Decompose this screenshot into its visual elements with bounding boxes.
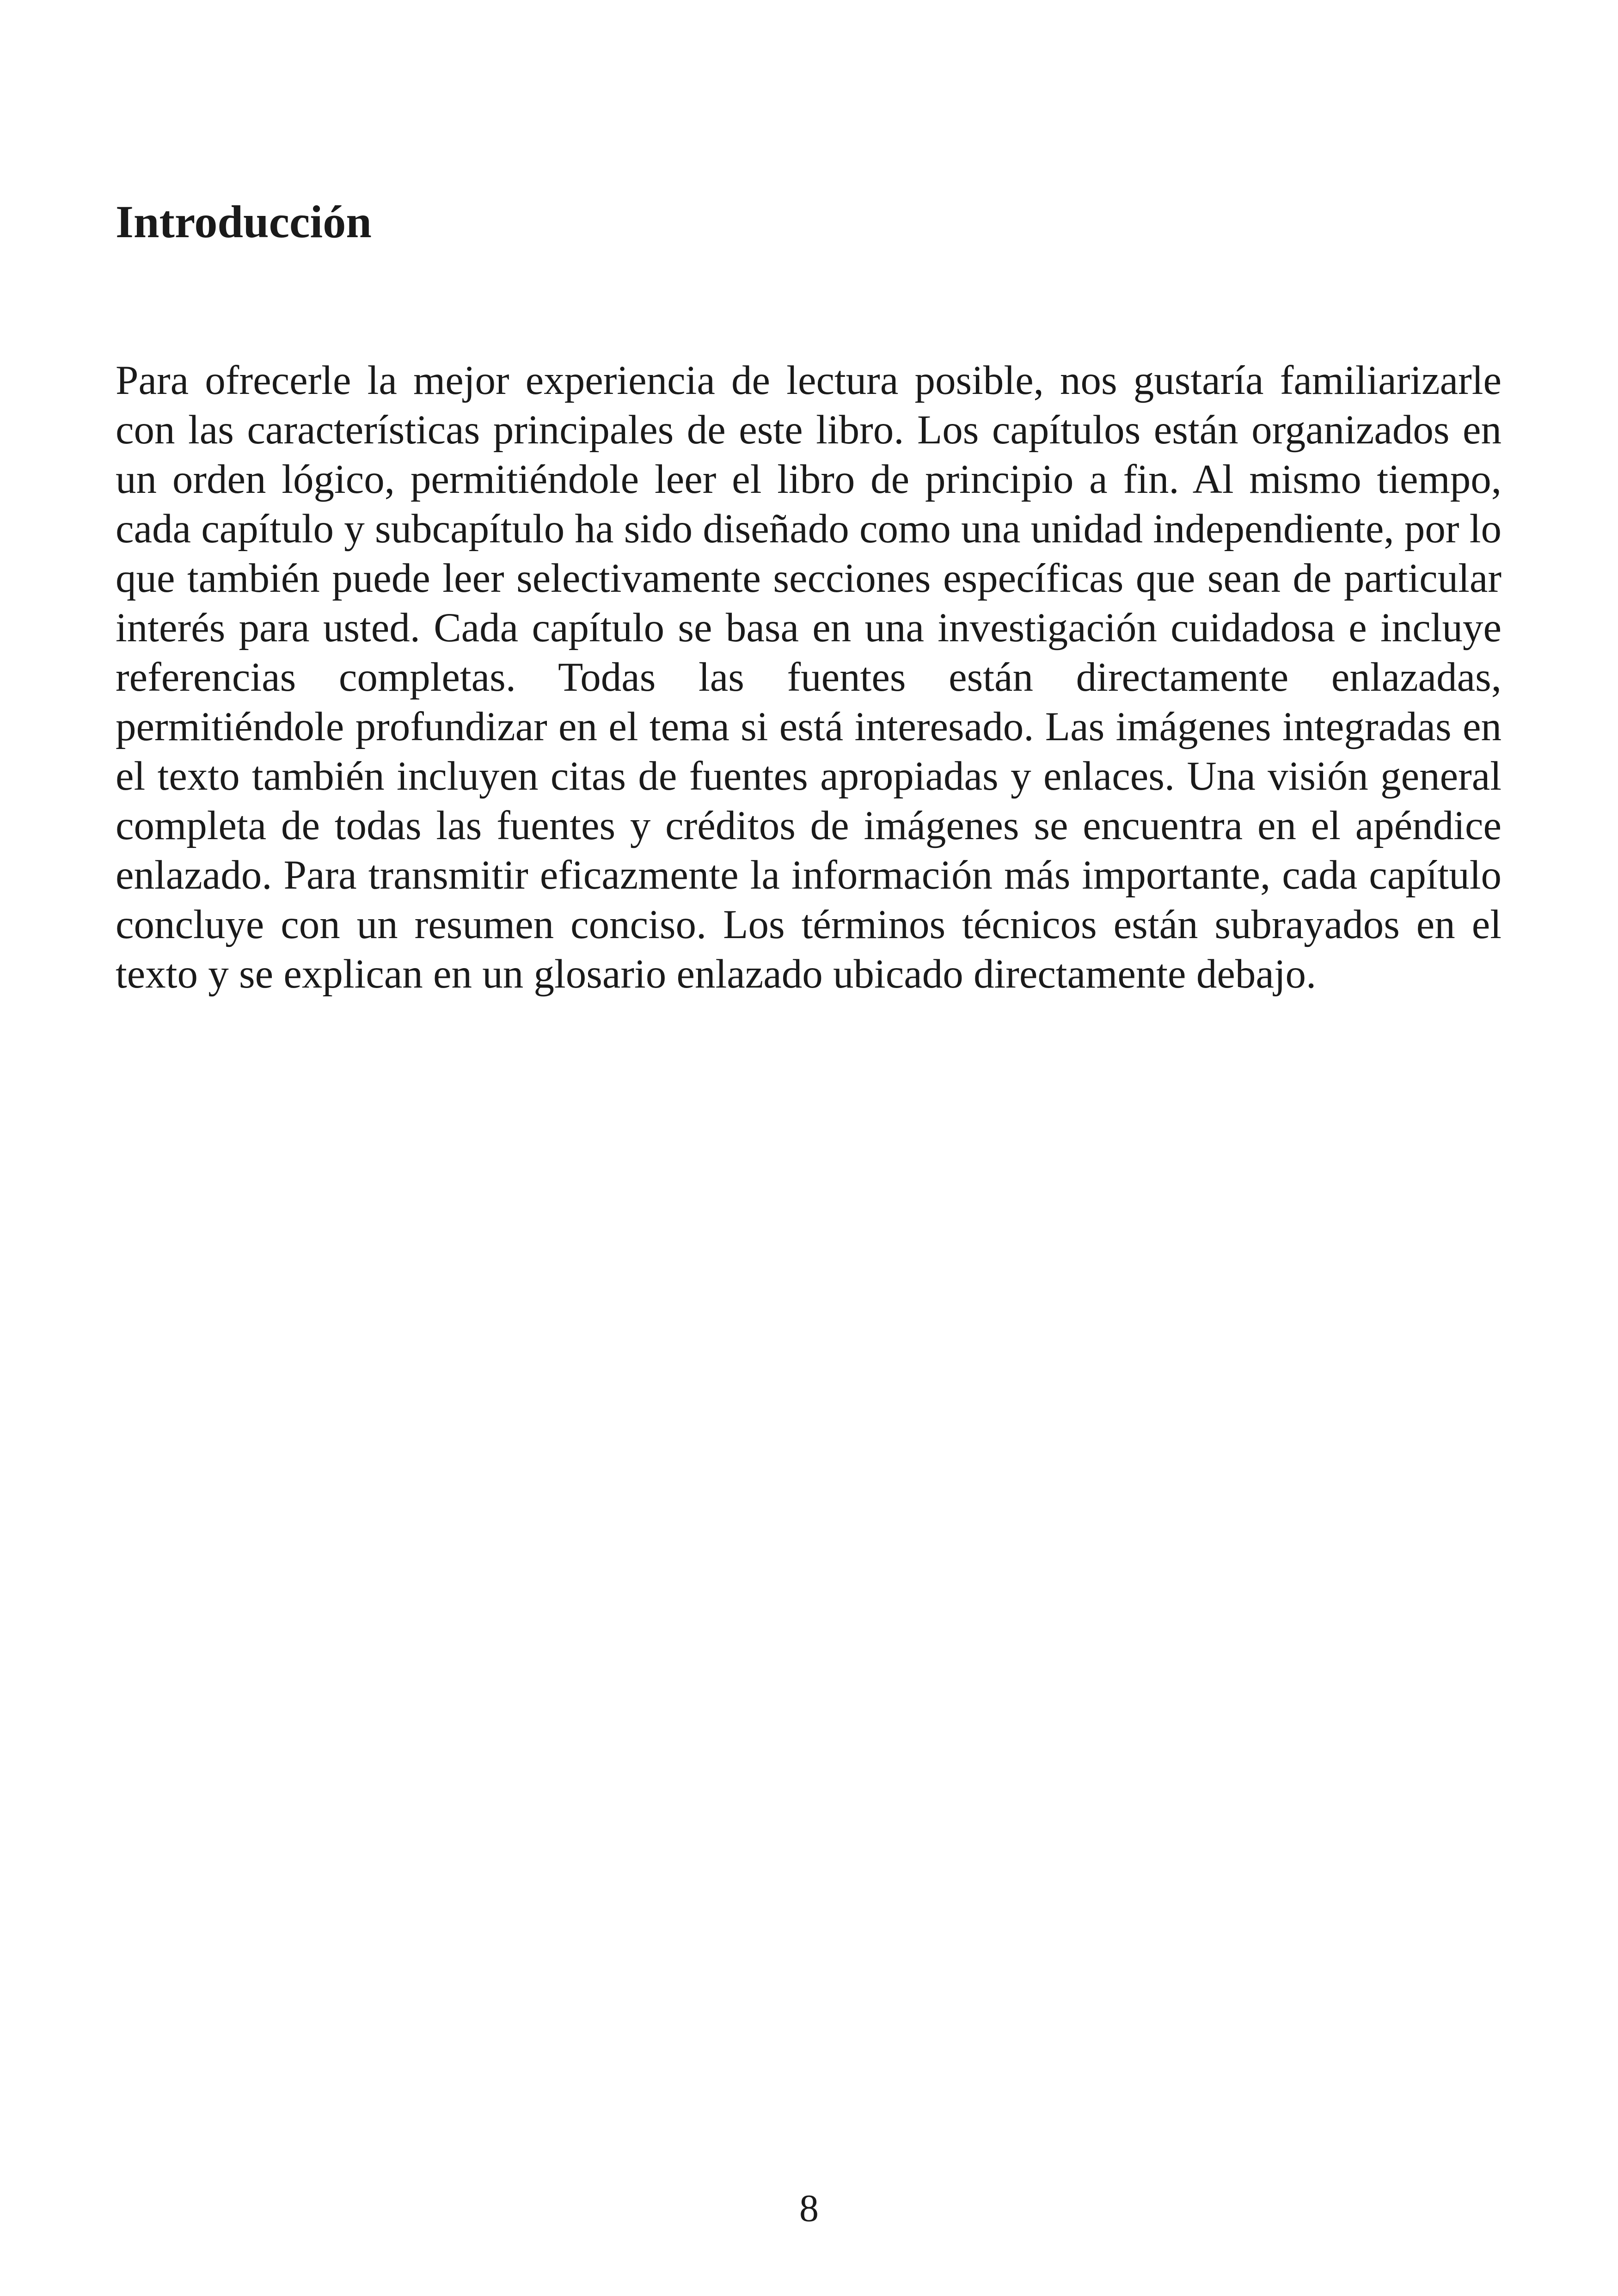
page-title: Introducción	[116, 196, 372, 247]
body-paragraph: Para ofrecerle la mejor experiencia de lectura posible, nos gustaría familiarizarle con las características principales de este libro. Los capítulos están organizados en un orden lógico, permitiéndole leer el libro de principio a fin. Al mismo tiempo, cada capítulo y subcapítulo ha sido diseñado como una unidad independiente, por lo que también puede leer selectivamente secciones específicas que sean de particular interés para usted. Cada capítulo se basa en una investigación cuidadosa e incluye referencias completas. Todas las fuentes están directamente enlazadas, permitiéndole profundizar en el tema si está interesado. Las imágenes integradas en el texto también incluyen citas de fuentes apropiadas y enlaces. Una visión general completa de todas las fuentes y créditos de imágenes se encuentra en el apéndice enlazado. Para transmitir eficazmente la información más importante, cada capítulo concluye con un resumen conciso. Los términos técnicos están subrayados en el texto y se explican en un glosario enlazado ubicado directamente debajo.	[116, 358, 1502, 997]
page-number: 8	[799, 2187, 819, 2230]
